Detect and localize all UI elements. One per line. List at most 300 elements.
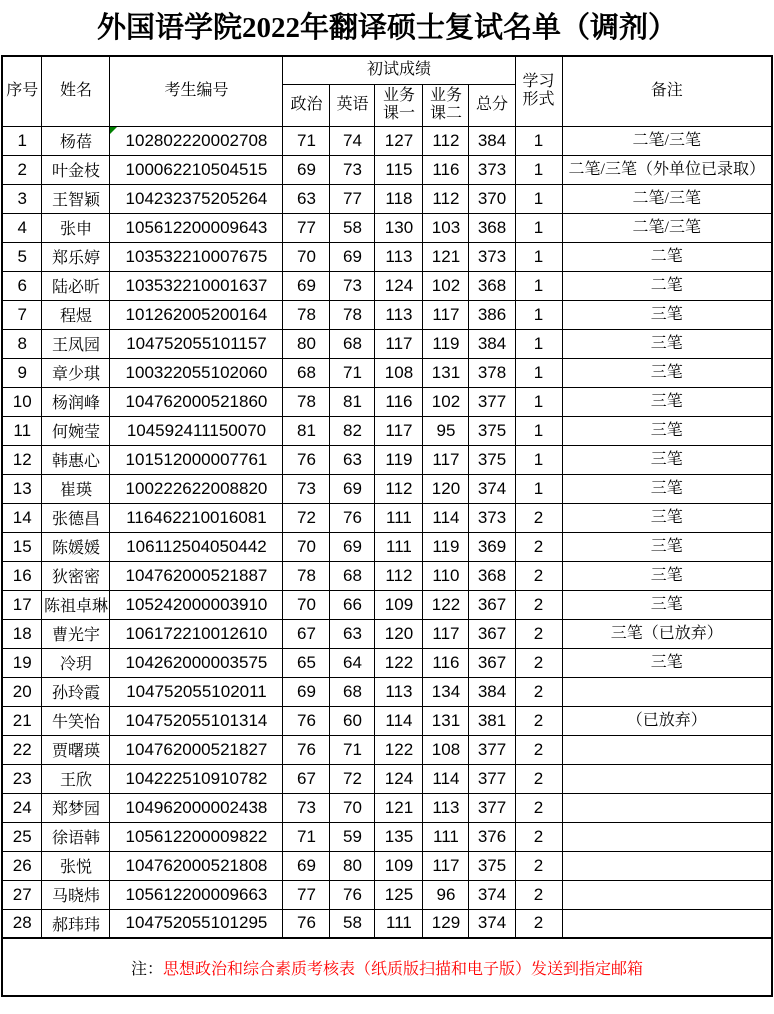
cell-study-form: 2 <box>515 764 562 793</box>
cell-course2: 117 <box>423 619 469 648</box>
cell-course1: 125 <box>375 880 423 909</box>
cell-course1: 121 <box>375 793 423 822</box>
cell-total: 373 <box>469 503 515 532</box>
cell-english: 76 <box>330 503 375 532</box>
cell-study-form: 2 <box>515 590 562 619</box>
cell-course1: 113 <box>375 242 423 271</box>
cell-study-form: 2 <box>515 822 562 851</box>
cell-total: 384 <box>469 329 515 358</box>
header-study-form: 学习形式 <box>515 56 562 126</box>
cell-candidate-id: 102802220002708 <box>110 126 283 155</box>
cell-study-form: 1 <box>515 271 562 300</box>
cell-total: 386 <box>469 300 515 329</box>
cell-total: 375 <box>469 851 515 880</box>
cell-politics: 69 <box>283 155 330 184</box>
table-row <box>2 358 772 387</box>
cell-index: 10 <box>2 387 42 416</box>
cell-candidate-id: 104592411150070 <box>110 416 283 445</box>
table-row <box>2 271 772 300</box>
cell-course1: 109 <box>375 590 423 619</box>
cell-study-form: 1 <box>515 358 562 387</box>
cell-name: 曹光宇 <box>42 619 110 648</box>
cell-politics: 72 <box>283 503 330 532</box>
cell-total: 377 <box>469 735 515 764</box>
cell-study-form: 2 <box>515 503 562 532</box>
cell-course2: 129 <box>423 909 469 938</box>
cell-remark: 二笔 <box>562 242 772 271</box>
cell-remark: 二笔/三笔（外单位已录取） <box>562 155 772 184</box>
cell-study-form: 1 <box>515 416 562 445</box>
cell-course2: 112 <box>423 184 469 213</box>
cell-study-form: 2 <box>515 677 562 706</box>
cell-remark: 三笔 <box>562 416 772 445</box>
cell-remark <box>562 735 772 764</box>
cell-study-form: 1 <box>515 155 562 184</box>
note-label: 注： <box>130 960 163 978</box>
cell-remark: 三笔 <box>562 648 772 677</box>
cell-name: 何婉莹 <box>42 416 110 445</box>
table-row <box>2 416 772 445</box>
table-row <box>2 735 772 764</box>
cell-total: 378 <box>469 358 515 387</box>
cell-index: 18 <box>2 619 42 648</box>
cell-politics: 71 <box>283 126 330 155</box>
cell-english: 66 <box>330 590 375 619</box>
cell-remark: 二笔/三笔 <box>562 184 772 213</box>
cell-course2: 119 <box>423 329 469 358</box>
cell-total: 374 <box>469 880 515 909</box>
cell-course2: 113 <box>423 793 469 822</box>
cell-politics: 73 <box>283 793 330 822</box>
cell-english: 76 <box>330 880 375 909</box>
cell-english: 70 <box>330 793 375 822</box>
table-row <box>2 503 772 532</box>
cell-name: 杨润峰 <box>42 387 110 416</box>
table-row <box>2 300 772 329</box>
cell-index: 12 <box>2 445 42 474</box>
cell-candidate-id: 105242000003910 <box>110 590 283 619</box>
cell-index: 22 <box>2 735 42 764</box>
cell-name: 张悦 <box>42 851 110 880</box>
cell-index: 13 <box>2 474 42 503</box>
cell-politics: 69 <box>283 677 330 706</box>
cell-course2: 102 <box>423 387 469 416</box>
cell-index: 2 <box>2 155 42 184</box>
cell-course2: 131 <box>423 706 469 735</box>
header-course1: 业务课一 <box>375 84 423 126</box>
table-row <box>2 677 772 706</box>
header-course2: 业务课二 <box>423 84 469 126</box>
cell-total: 367 <box>469 648 515 677</box>
cell-politics: 63 <box>283 184 330 213</box>
table-row <box>2 822 772 851</box>
cell-remark <box>562 793 772 822</box>
cell-name: 狄密密 <box>42 561 110 590</box>
cell-remark: 三笔 <box>562 300 772 329</box>
table-row <box>2 126 772 155</box>
cell-politics: 78 <box>283 300 330 329</box>
page-title: 外国语学院2022年翻译硕士复试名单（调剂） <box>96 12 677 44</box>
cell-candidate-id: 100222622008820 <box>110 474 283 503</box>
cell-name: 马晓炜 <box>42 880 110 909</box>
cell-politics: 70 <box>283 532 330 561</box>
cell-english: 68 <box>330 677 375 706</box>
cell-course2: 116 <box>423 155 469 184</box>
cell-candidate-id: 104752055101157 <box>110 329 283 358</box>
cell-study-form: 1 <box>515 184 562 213</box>
cell-total: 381 <box>469 706 515 735</box>
cell-study-form: 1 <box>515 300 562 329</box>
cell-course1: 112 <box>375 561 423 590</box>
cell-politics: 76 <box>283 909 330 938</box>
cell-index: 25 <box>2 822 42 851</box>
cell-candidate-id: 104762000521860 <box>110 387 283 416</box>
cell-index: 1 <box>2 126 42 155</box>
cell-total: 377 <box>469 764 515 793</box>
cell-index: 3 <box>2 184 42 213</box>
cell-name: 杨蓓 <box>42 126 110 155</box>
cell-candidate-id: 101262005200164 <box>110 300 283 329</box>
cell-index: 21 <box>2 706 42 735</box>
cell-course1: 111 <box>375 532 423 561</box>
cell-politics: 78 <box>283 387 330 416</box>
header-score-group: 初试成绩 <box>283 56 515 84</box>
cell-study-form: 2 <box>515 532 562 561</box>
cell-course2: 95 <box>423 416 469 445</box>
cell-course2: 102 <box>423 271 469 300</box>
cell-english: 73 <box>330 271 375 300</box>
cell-index: 11 <box>2 416 42 445</box>
cell-name: 王欣 <box>42 764 110 793</box>
cell-politics: 77 <box>283 880 330 909</box>
table-row <box>2 445 772 474</box>
cell-index: 24 <box>2 793 42 822</box>
cell-name: 王智颖 <box>42 184 110 213</box>
cell-index: 26 <box>2 851 42 880</box>
cell-index: 14 <box>2 503 42 532</box>
cell-course1: 124 <box>375 271 423 300</box>
table-row <box>2 532 772 561</box>
cell-politics: 68 <box>283 358 330 387</box>
cell-english: 72 <box>330 764 375 793</box>
cell-english: 73 <box>330 155 375 184</box>
cell-index: 15 <box>2 532 42 561</box>
header-name: 姓名 <box>42 56 110 126</box>
cell-politics: 71 <box>283 822 330 851</box>
table-row <box>2 590 772 619</box>
cell-remark: 三笔 <box>562 532 772 561</box>
cell-course2: 117 <box>423 300 469 329</box>
table-body <box>2 126 772 938</box>
cell-english: 71 <box>330 358 375 387</box>
table-row <box>2 764 772 793</box>
table-row <box>2 561 772 590</box>
cell-candidate-id: 104752055101295 <box>110 909 283 938</box>
cell-remark: （已放弃） <box>562 706 772 735</box>
cell-english: 58 <box>330 909 375 938</box>
cell-politics: 67 <box>283 764 330 793</box>
cell-total: 370 <box>469 184 515 213</box>
cell-total: 375 <box>469 416 515 445</box>
cell-course2: 96 <box>423 880 469 909</box>
cell-politics: 76 <box>283 735 330 764</box>
note-text: 思想政治和综合素质考核表（纸质版扫描和电子版）发送到指定邮箱 <box>163 960 644 978</box>
cell-english: 77 <box>330 184 375 213</box>
cell-remark: 三笔 <box>562 590 772 619</box>
cell-politics: 69 <box>283 851 330 880</box>
cell-index: 4 <box>2 213 42 242</box>
table-row <box>2 619 772 648</box>
cell-study-form: 2 <box>515 880 562 909</box>
cell-politics: 69 <box>283 271 330 300</box>
cell-total: 369 <box>469 532 515 561</box>
cell-course1: 117 <box>375 416 423 445</box>
cell-total: 368 <box>469 271 515 300</box>
cell-candidate-id: 105612200009663 <box>110 880 283 909</box>
footer-note-row <box>2 938 772 996</box>
cell-english: 58 <box>330 213 375 242</box>
cell-course1: 111 <box>375 909 423 938</box>
cell-total: 373 <box>469 242 515 271</box>
cell-candidate-id: 105612200009643 <box>110 213 283 242</box>
cell-study-form: 1 <box>515 387 562 416</box>
cell-name: 崔瑛 <box>42 474 110 503</box>
roster-table <box>1 55 773 997</box>
cell-name: 冷玥 <box>42 648 110 677</box>
cell-total: 367 <box>469 619 515 648</box>
cell-study-form: 2 <box>515 793 562 822</box>
cell-name: 张德昌 <box>42 503 110 532</box>
cell-candidate-id: 104262000003575 <box>110 648 283 677</box>
cell-total: 376 <box>469 822 515 851</box>
cell-name: 陈媛媛 <box>42 532 110 561</box>
cell-course1: 111 <box>375 503 423 532</box>
cell-english: 69 <box>330 242 375 271</box>
cell-study-form: 2 <box>515 735 562 764</box>
cell-english: 59 <box>330 822 375 851</box>
cell-total: 368 <box>469 561 515 590</box>
cell-study-form: 2 <box>515 909 562 938</box>
cell-course1: 127 <box>375 126 423 155</box>
cell-english: 63 <box>330 619 375 648</box>
table-row <box>2 706 772 735</box>
cell-course1: 124 <box>375 764 423 793</box>
cell-course2: 112 <box>423 126 469 155</box>
cell-course2: 110 <box>423 561 469 590</box>
cell-index: 7 <box>2 300 42 329</box>
cell-course2: 103 <box>423 213 469 242</box>
cell-index: 9 <box>2 358 42 387</box>
cell-course1: 118 <box>375 184 423 213</box>
cell-name: 张申 <box>42 213 110 242</box>
cell-course1: 135 <box>375 822 423 851</box>
cell-candidate-id: 104762000521827 <box>110 735 283 764</box>
excel-error-marker-icon <box>110 127 117 134</box>
cell-course1: 112 <box>375 474 423 503</box>
cell-total: 384 <box>469 677 515 706</box>
cell-course2: 131 <box>423 358 469 387</box>
cell-candidate-id: 104752055102011 <box>110 677 283 706</box>
cell-study-form: 2 <box>515 706 562 735</box>
cell-name: 贾曙瑛 <box>42 735 110 764</box>
cell-course2: 122 <box>423 590 469 619</box>
cell-index: 20 <box>2 677 42 706</box>
table-row <box>2 329 772 358</box>
cell-remark <box>562 909 772 938</box>
cell-total: 368 <box>469 213 515 242</box>
cell-politics: 67 <box>283 619 330 648</box>
cell-course2: 114 <box>423 764 469 793</box>
cell-remark: 三笔（已放弃） <box>562 619 772 648</box>
cell-course1: 119 <box>375 445 423 474</box>
header-index: 序号 <box>2 56 42 126</box>
cell-remark: 二笔/三笔 <box>562 126 772 155</box>
cell-remark <box>562 677 772 706</box>
cell-index: 23 <box>2 764 42 793</box>
cell-remark <box>562 764 772 793</box>
cell-remark: 三笔 <box>562 329 772 358</box>
cell-candidate-id: 104222510910782 <box>110 764 283 793</box>
header-politics: 政治 <box>283 84 330 126</box>
cell-candidate-id: 104962000002438 <box>110 793 283 822</box>
cell-english: 82 <box>330 416 375 445</box>
cell-candidate-id: 103532210007675 <box>110 242 283 271</box>
cell-politics: 80 <box>283 329 330 358</box>
footer-note-cell <box>2 938 772 996</box>
cell-candidate-id: 106172210012610 <box>110 619 283 648</box>
cell-name: 徐语韩 <box>42 822 110 851</box>
cell-course2: 108 <box>423 735 469 764</box>
cell-remark: 三笔 <box>562 474 772 503</box>
cell-candidate-id: 106112504050442 <box>110 532 283 561</box>
cell-study-form: 2 <box>515 648 562 677</box>
cell-name: 王凤园 <box>42 329 110 358</box>
cell-candidate-id: 104752055101314 <box>110 706 283 735</box>
cell-remark: 二笔 <box>562 271 772 300</box>
cell-name: 陆必昕 <box>42 271 110 300</box>
cell-index: 19 <box>2 648 42 677</box>
cell-course1: 117 <box>375 329 423 358</box>
cell-name: 陈祖卓琳 <box>42 590 110 619</box>
cell-total: 384 <box>469 126 515 155</box>
cell-candidate-id: 104762000521887 <box>110 561 283 590</box>
cell-name: 叶金枝 <box>42 155 110 184</box>
cell-candidate-id: 104232375205264 <box>110 184 283 213</box>
header-candidate-id: 考生编号 <box>110 56 283 126</box>
cell-name: 章少琪 <box>42 358 110 387</box>
cell-name: 郑梦园 <box>42 793 110 822</box>
cell-remark: 三笔 <box>562 358 772 387</box>
table-row <box>2 387 772 416</box>
cell-remark: 二笔/三笔 <box>562 213 772 242</box>
cell-politics: 65 <box>283 648 330 677</box>
table-row <box>2 851 772 880</box>
cell-course1: 114 <box>375 706 423 735</box>
cell-study-form: 2 <box>515 561 562 590</box>
cell-course1: 120 <box>375 619 423 648</box>
cell-total: 373 <box>469 155 515 184</box>
cell-remark <box>562 822 772 851</box>
cell-remark: 三笔 <box>562 387 772 416</box>
cell-index: 16 <box>2 561 42 590</box>
cell-politics: 76 <box>283 706 330 735</box>
cell-index: 8 <box>2 329 42 358</box>
cell-english: 60 <box>330 706 375 735</box>
cell-remark: 三笔 <box>562 561 772 590</box>
cell-course1: 130 <box>375 213 423 242</box>
cell-english: 80 <box>330 851 375 880</box>
cell-course1: 116 <box>375 387 423 416</box>
cell-candidate-id: 104762000521808 <box>110 851 283 880</box>
cell-candidate-id: 116462210016081 <box>110 503 283 532</box>
cell-total: 377 <box>469 793 515 822</box>
cell-index: 28 <box>2 909 42 938</box>
cell-candidate-id: 105612200009822 <box>110 822 283 851</box>
cell-study-form: 1 <box>515 126 562 155</box>
cell-remark: 三笔 <box>562 503 772 532</box>
cell-study-form: 2 <box>515 619 562 648</box>
cell-course2: 111 <box>423 822 469 851</box>
cell-index: 5 <box>2 242 42 271</box>
table-row <box>2 880 772 909</box>
cell-total: 375 <box>469 445 515 474</box>
cell-course1: 122 <box>375 648 423 677</box>
cell-study-form: 1 <box>515 242 562 271</box>
cell-index: 27 <box>2 880 42 909</box>
cell-course1: 115 <box>375 155 423 184</box>
cell-total: 374 <box>469 474 515 503</box>
cell-total: 367 <box>469 590 515 619</box>
cell-course1: 122 <box>375 735 423 764</box>
cell-study-form: 2 <box>515 851 562 880</box>
cell-candidate-id: 103532210001637 <box>110 271 283 300</box>
cell-course1: 113 <box>375 300 423 329</box>
table-row <box>2 155 772 184</box>
cell-course2: 116 <box>423 648 469 677</box>
cell-politics: 70 <box>283 590 330 619</box>
cell-politics: 78 <box>283 561 330 590</box>
cell-english: 74 <box>330 126 375 155</box>
cell-english: 69 <box>330 532 375 561</box>
cell-politics: 73 <box>283 474 330 503</box>
cell-name: 郝玮玮 <box>42 909 110 938</box>
cell-course2: 134 <box>423 677 469 706</box>
cell-name: 程煜 <box>42 300 110 329</box>
cell-course1: 108 <box>375 358 423 387</box>
cell-candidate-id: 101512000007761 <box>110 445 283 474</box>
cell-course2: 121 <box>423 242 469 271</box>
table-row <box>2 909 772 938</box>
cell-candidate-id: 100322055102060 <box>110 358 283 387</box>
cell-course2: 119 <box>423 532 469 561</box>
cell-course1: 113 <box>375 677 423 706</box>
cell-politics: 77 <box>283 213 330 242</box>
cell-english: 69 <box>330 474 375 503</box>
cell-remark <box>562 851 772 880</box>
cell-study-form: 1 <box>515 329 562 358</box>
table-row <box>2 648 772 677</box>
cell-english: 68 <box>330 329 375 358</box>
cell-politics: 81 <box>283 416 330 445</box>
cell-name: 韩惠心 <box>42 445 110 474</box>
cell-english: 64 <box>330 648 375 677</box>
table-row <box>2 793 772 822</box>
cell-remark: 三笔 <box>562 445 772 474</box>
cell-name: 牛笑怡 <box>42 706 110 735</box>
cell-name: 孙玲霞 <box>42 677 110 706</box>
cell-remark <box>562 880 772 909</box>
cell-english: 71 <box>330 735 375 764</box>
